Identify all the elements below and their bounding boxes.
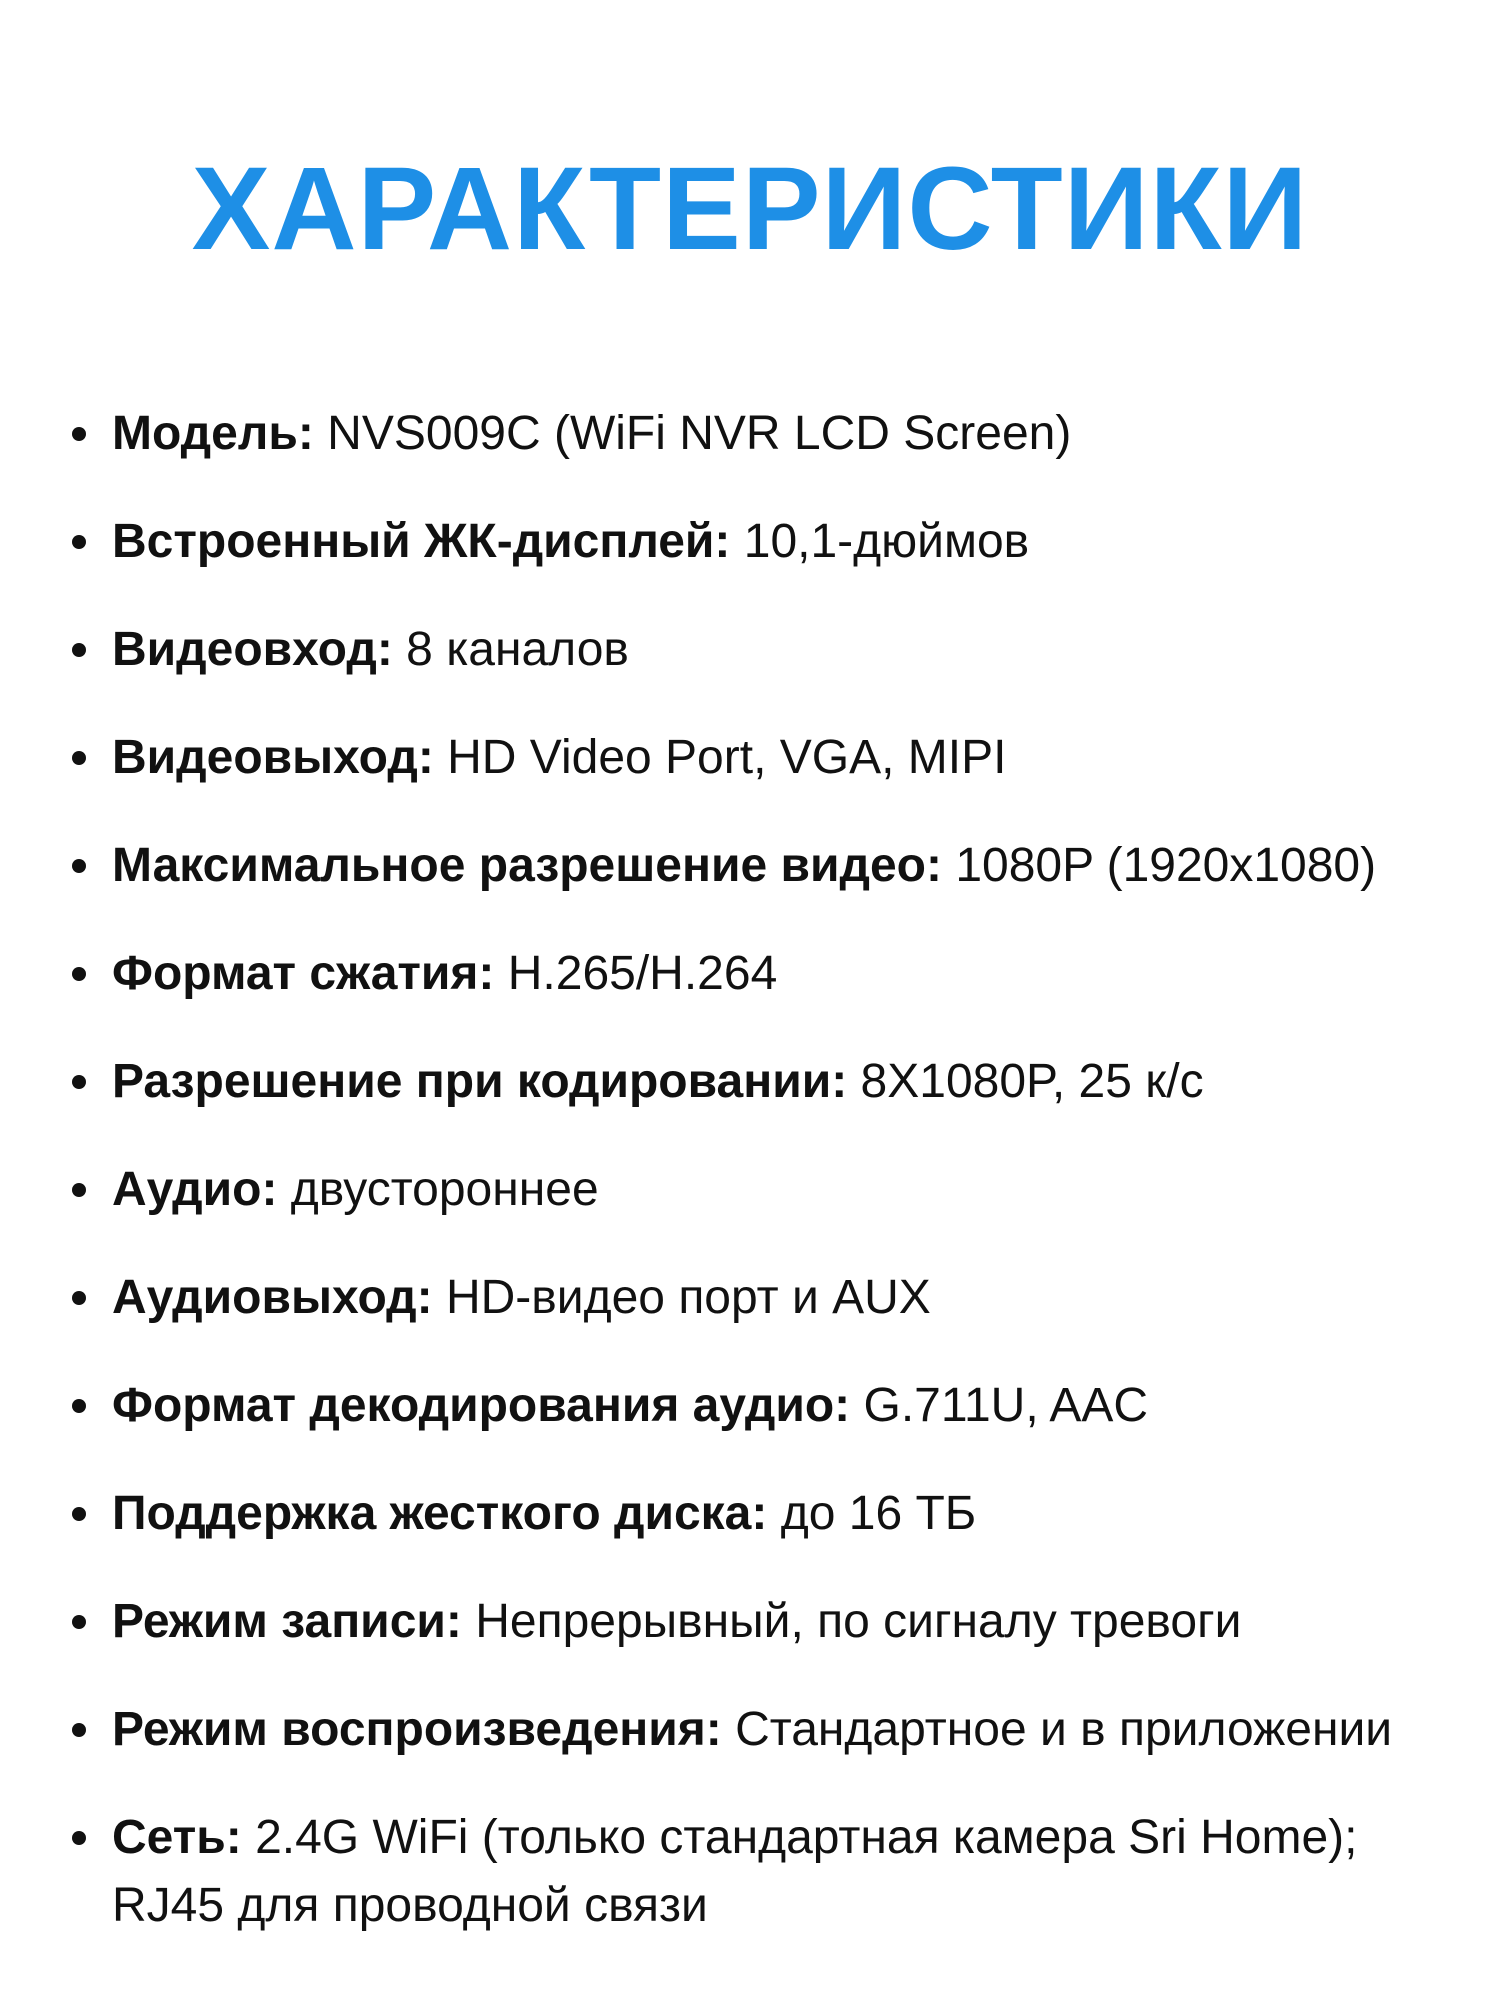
bullet-icon	[72, 643, 86, 657]
spec-label: Видеовыход:	[112, 731, 434, 784]
spec-item-audio-decoding	[62, 1372, 1482, 1440]
spec-label: Видеовход:	[112, 623, 393, 676]
spec-value: 8 каналов	[406, 623, 629, 676]
spec-label: Формат сжатия:	[112, 947, 495, 1000]
spec-item-playback-mode	[62, 1696, 1482, 1764]
spec-item-video-output	[62, 724, 1482, 792]
spec-label: Аудиовыход:	[112, 1271, 433, 1324]
spec-value: G.711U, AAC	[863, 1379, 1149, 1432]
bullet-icon	[72, 967, 86, 981]
spec-label: Максимальное разрешение видео:	[112, 839, 942, 892]
bullet-icon	[72, 427, 86, 441]
spec-item-network	[62, 1804, 1482, 1940]
page-title: ХАРАКТЕРИСТИКИ	[191, 143, 1309, 275]
bullet-icon	[72, 1399, 86, 1413]
spec-label: Аудио:	[112, 1163, 278, 1216]
spec-label: Встроенный ЖК-дисплей:	[112, 515, 731, 568]
spec-item-hdd-support	[62, 1480, 1482, 1548]
spec-item-video-input	[62, 616, 1482, 684]
spec-value: HD Video Port, VGA, MIPI	[447, 731, 1007, 784]
bullet-icon	[72, 1075, 86, 1089]
spec-value: 2.4G WiFi (только стандартная камера Sri Home); RJ45 для проводной связи	[112, 1811, 1358, 1932]
spec-value: H.265/H.264	[507, 947, 778, 1000]
spec-item-compression	[62, 940, 1482, 1008]
spec-item-model	[62, 400, 1482, 468]
spec-value: 1080P (1920x1080)	[955, 839, 1377, 892]
spec-label: Режим записи:	[112, 1595, 462, 1648]
spec-label: Сеть:	[112, 1811, 242, 1864]
spec-value: 8X1080P, 25 к/с	[860, 1055, 1204, 1108]
bullet-icon	[72, 859, 86, 873]
bullet-icon	[72, 535, 86, 549]
bullet-icon	[72, 1291, 86, 1305]
spec-label: Поддержка жесткого диска:	[112, 1487, 768, 1540]
spec-label: Модель:	[112, 407, 314, 460]
spec-item-display	[62, 508, 1482, 576]
spec-value: до 16 ТБ	[780, 1487, 977, 1540]
spec-item-recording-mode	[62, 1588, 1482, 1656]
spec-label: Формат декодирования аудио:	[112, 1379, 851, 1432]
spec-value: двустороннее	[290, 1163, 599, 1216]
spec-item-max-resolution	[62, 832, 1482, 900]
spec-value: Непрерывный, по сигналу тревоги	[475, 1595, 1242, 1648]
spec-value: NVS009C (WiFi NVR LCD Screen)	[327, 407, 1072, 460]
spec-list	[62, 400, 1482, 1980]
spec-label: Режим воспроизведения:	[112, 1703, 722, 1756]
bullet-icon	[72, 1507, 86, 1521]
bullet-icon	[72, 1183, 86, 1197]
bullet-icon	[72, 1615, 86, 1629]
spec-value: 10,1-дюймов	[743, 515, 1030, 568]
bullet-icon	[72, 1723, 86, 1737]
spec-label: Разрешение при кодировании:	[112, 1055, 848, 1108]
bullet-icon	[72, 1831, 86, 1845]
spec-value: Стандартное и в приложении	[735, 1703, 1393, 1756]
spec-value: HD-видео порт и AUX	[445, 1271, 931, 1324]
spec-item-audio	[62, 1156, 1482, 1224]
spec-item-encoding-resolution	[62, 1048, 1482, 1116]
bullet-icon	[72, 751, 86, 765]
spec-item-audio-output	[62, 1264, 1482, 1332]
